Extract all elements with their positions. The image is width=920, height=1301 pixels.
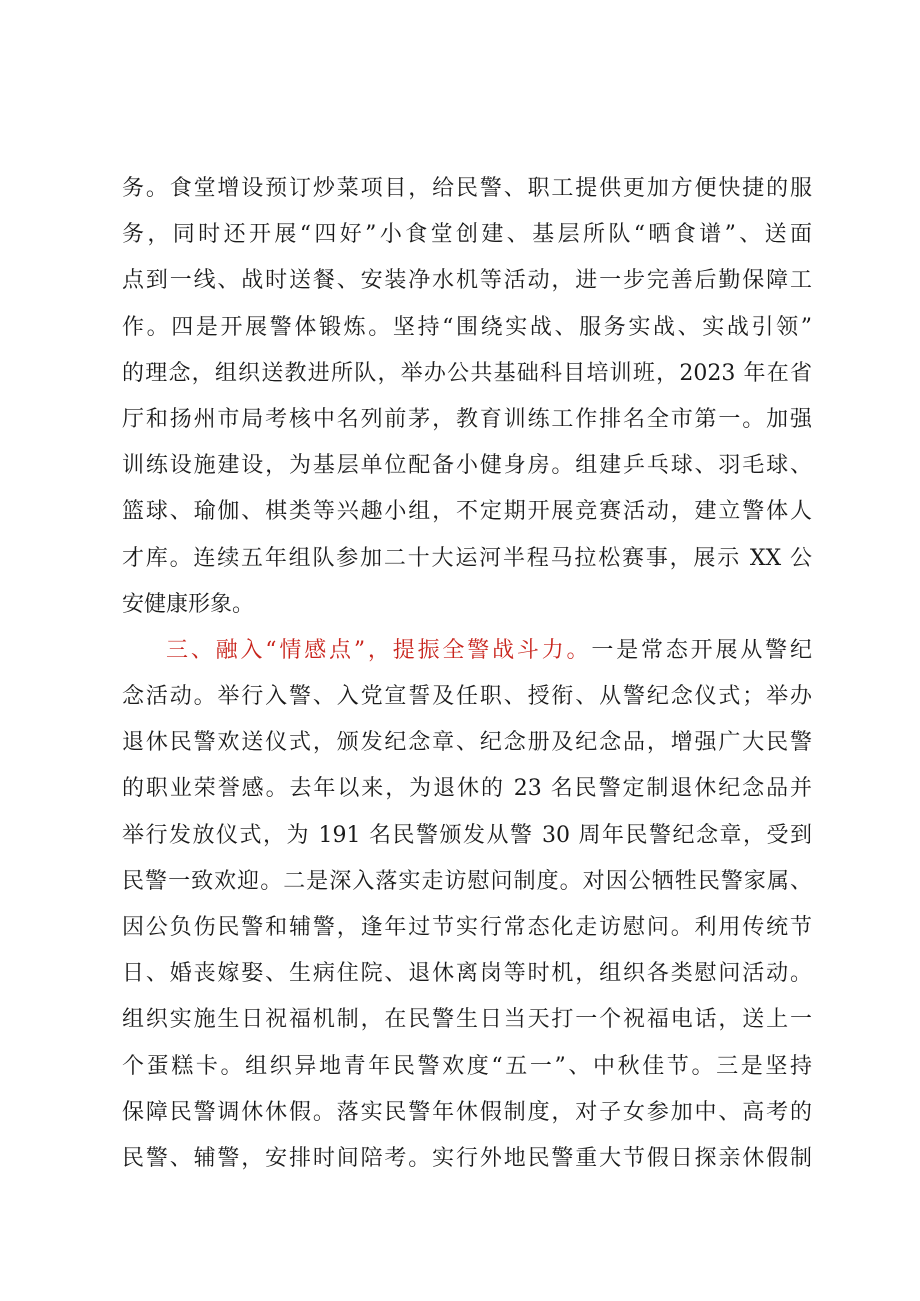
text-line: 的职业荣誉感。去年以来，为退休的 23 名民警定制退休纪念品并 — [122, 776, 812, 802]
paragraph-logistics — [122, 166, 812, 628]
text-line: 的理念，组织送教进所队，举办公共基础科目培训班，2023 年在省 — [122, 360, 812, 386]
text-line: 因公负伤民警和辅警，逢年过节实行常态化走访慰问。利用传统节 — [122, 915, 812, 940]
text-line: 务。食堂增设预订炒菜项目，给民警、职工提供更加方便快捷的服 — [122, 176, 812, 201]
text-line: 退休民警欢送仪式，颁发纪念章、纪念册及纪念品，增强广大民警 — [122, 730, 812, 756]
text-line: 组织实施生日祝福机制，在民警生日当天打一个祝福电话，送上一 — [122, 1007, 812, 1033]
text-line: 点到一线、战时送餐、安装净水机等活动，进一步完善后勤保障工 — [122, 268, 812, 294]
text-line: 才库。连续五年组队参加二十大运河半程马拉松赛事，展示 XX 公 — [122, 545, 812, 571]
text-line: 民警一致欢迎。二是深入落实走访慰问制度。对因公牺牲民警家属、 — [122, 868, 812, 894]
text-line: 日、婚丧嫁娶、生病住院、退休离岗等时机，组织各类慰问活动。 — [122, 961, 812, 987]
text-line: 安健康形象。 — [122, 591, 255, 617]
text-line: 个蛋糕卡。组织异地青年民警欢度“五一”、中秋佳节。三是坚持 — [122, 1053, 812, 1079]
text-line: 篮球、瑜伽、棋类等兴趣小组，不定期开展竞赛活动，建立警体人 — [122, 499, 812, 525]
text-line: 保障民警调休休假。落实民警年休假制度，对子女参加中、高考的 — [122, 1099, 812, 1125]
document-body — [122, 166, 812, 1182]
section-heading: 三、融入“情感点”，提振全警战斗力。 — [166, 637, 592, 663]
text-run: 一是常态开展从警纪 — [591, 637, 812, 663]
text-line: 训练设施建设，为基层单位配备小健身房。组建乒乓球、羽毛球、 — [122, 453, 812, 479]
text-line: 念活动。举行入警、入党宣誓及任职、授衔、从警纪念仪式；举办 — [122, 684, 812, 710]
text-line: 民警、辅警，安排时间陪考。实行外地民警重大节假日探亲休假制 — [122, 1145, 812, 1171]
text-line: 举行发放仪式，为 191 名民警颁发从警 30 周年民警纪念章，受到 — [122, 822, 812, 848]
text-line: 厅和扬州市局考核中名列前茅，教育训练工作排名全市第一。加强 — [122, 406, 812, 432]
text-line: 务，同时还开展“四好”小食堂创建、基层所队“晒食谱”、送面 — [122, 222, 812, 248]
paragraph-emotion — [122, 628, 812, 1182]
text-line: 作。四是开展警体锻炼。坚持“围绕实战、服务实战、实战引领” — [122, 314, 812, 340]
paragraph-first-line — [122, 628, 812, 674]
